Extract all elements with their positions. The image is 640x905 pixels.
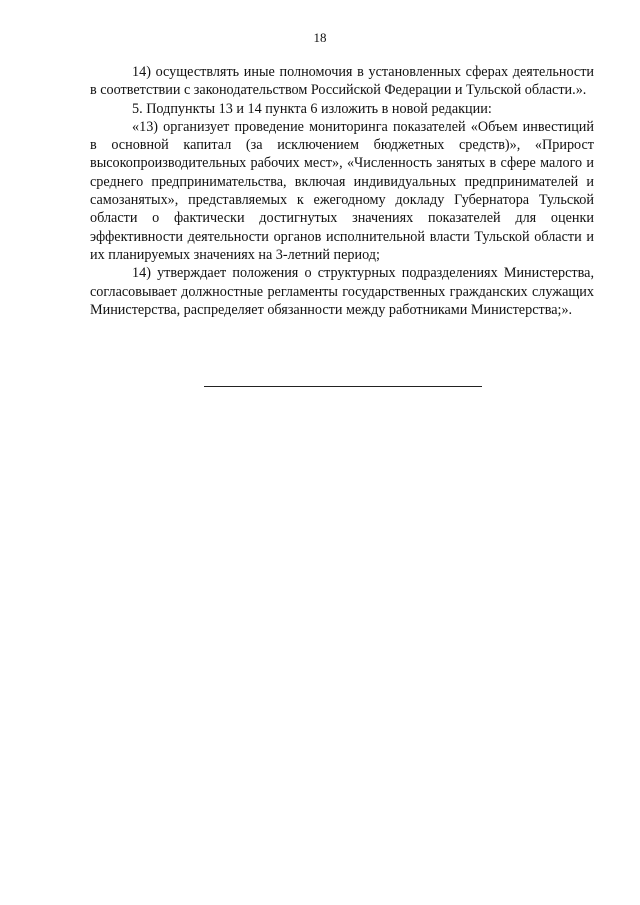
paragraph-subitem-13: «13) организует проведение мониторинга показателей «Объем инвестиций в основной капитал (за исключением бюджетных средств)», «Прирост высокопроизводительных рабочих мест», «Численность занятых в сфере малого и среднего предпринимательства, включая индивидуальных предпринимателей и самозанятых», представляемых к ежегодному докладу Губернатора Тульской области о фактически достигнутых значениях показателей для оценки эффективности деятельности органов исполнительной власти Тульской области и их планируемых значениях на 3-летний период; xyxy=(90,118,594,263)
paragraph-subitem-14: 14) утверждает положения о структурных подразделениях Министерства, согласовывает должностные регламенты государственных гражданских служащих Министерства, распределяет обязанности между работниками Министерства;». xyxy=(90,265,594,318)
paragraph-amendment-5: 5. Подпункты 13 и 14 пункта 6 изложить в новой редакции: xyxy=(132,100,492,117)
document-body xyxy=(90,63,594,319)
page-number: 18 xyxy=(313,30,327,45)
paragraph-item-14-powers: 14) осуществлять иные полномочия в установленных сферах деятельности в соответствии с законодательством Российской Федерации и Тульской области.». xyxy=(90,64,594,99)
end-divider-line xyxy=(204,386,482,387)
